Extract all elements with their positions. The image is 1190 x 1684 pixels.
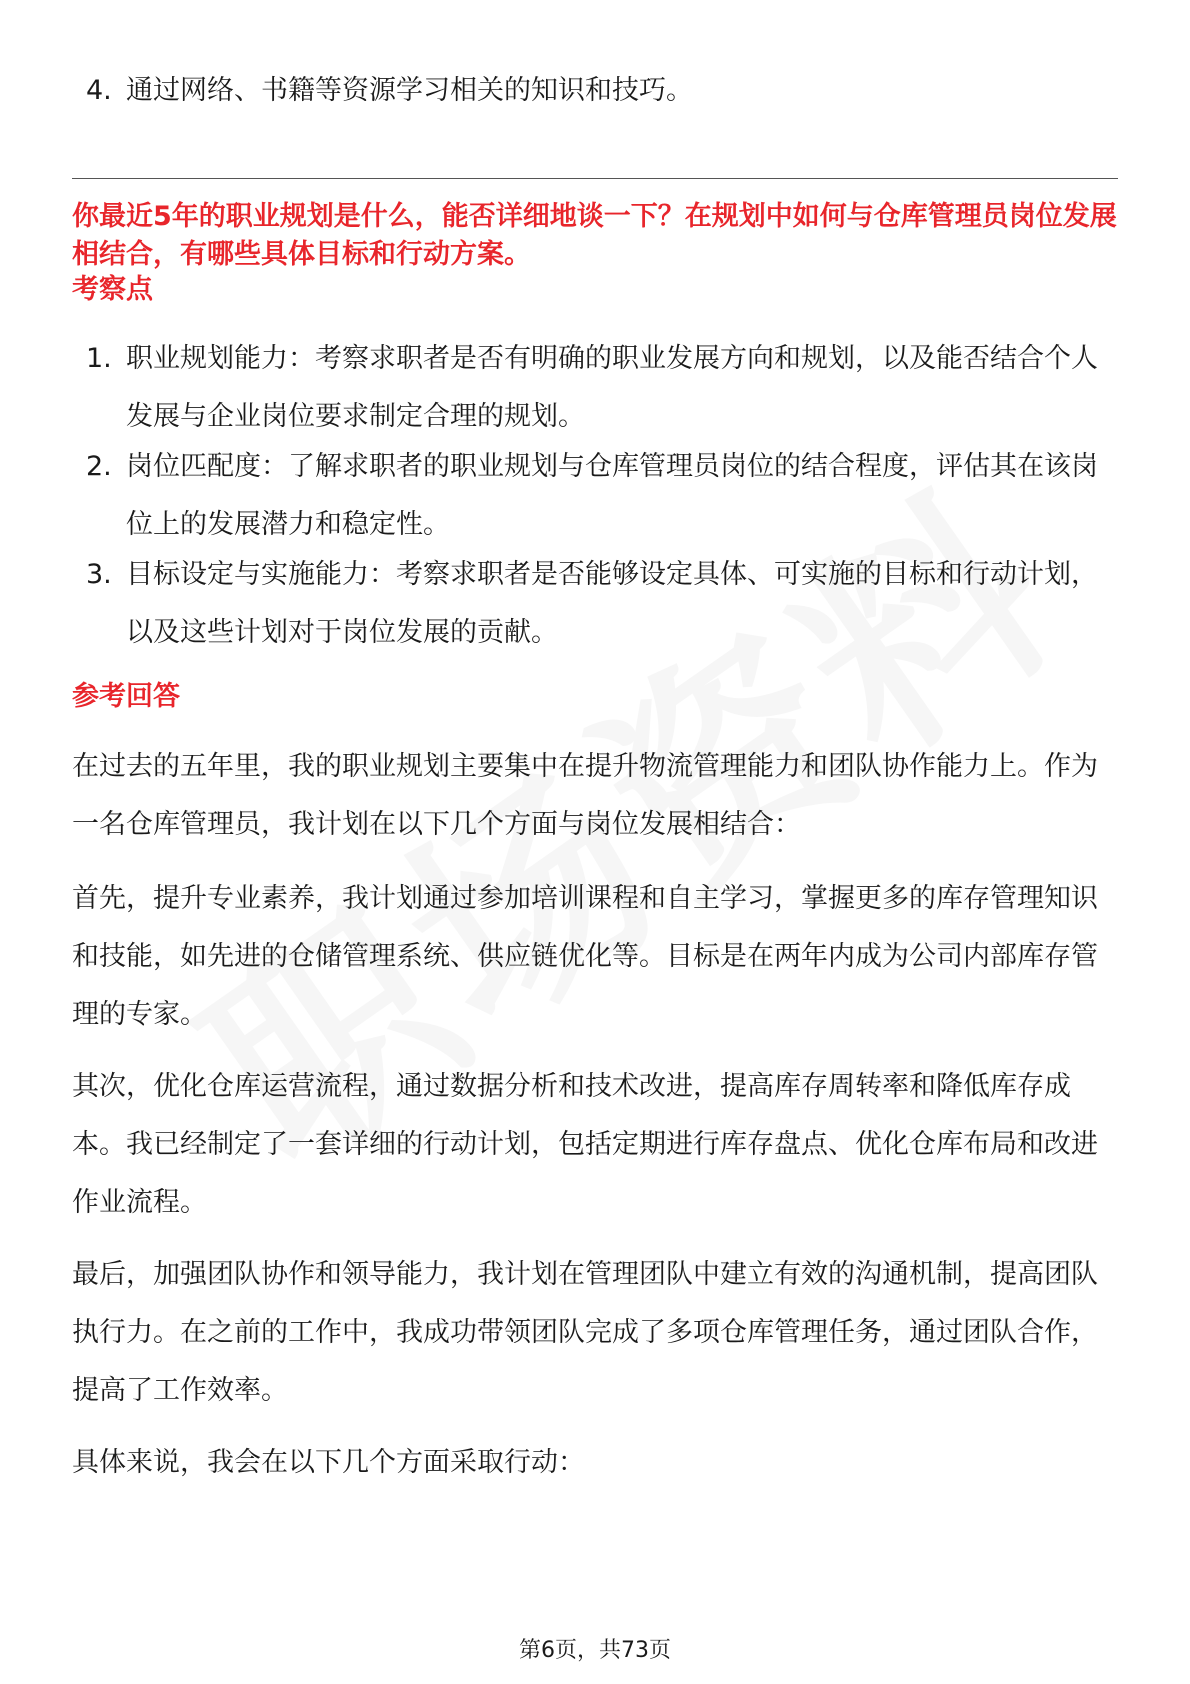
list-item-number: 1.	[86, 343, 112, 374]
list-item-text: 通过网络、书籍等资源学习相关的知识和技巧。	[126, 75, 693, 106]
answer-paragraph: 其次，优化仓库运营流程，通过数据分析和技术改进，提高库存周转率和降低库存成本。我已经制定了一套详细的行动计划，包括定期进行库存盘点、优化仓库布局和改进作业流程。	[72, 1071, 1098, 1218]
reference-answer-heading: 参考回答	[72, 681, 180, 712]
answer-paragraph: 在过去的五年里，我的职业规划主要集中在提升物流管理能力和团队协作能力上。作为一名仓库管理员，我计划在以下几个方面与岗位发展相结合：	[72, 751, 1098, 840]
list-item-text: 岗位匹配度：了解求职者的职业规划与仓库管理员岗位的结合程度，评估其在该岗位上的发展潜力和稳定性。	[126, 451, 1098, 540]
list-item	[86, 438, 1118, 554]
list-item	[86, 62, 1118, 120]
answer-paragraph: 具体来说，我会在以下几个方面采取行动：	[72, 1447, 585, 1478]
list-item	[86, 330, 1118, 446]
list-item-number: 3.	[86, 559, 112, 590]
interview-question: 你最近5年的职业规划是什么，能否详细地谈一下？在规划中如何与仓库管理员岗位发展相结合，有哪些具体目标和行动方案。	[72, 201, 1117, 270]
answer-paragraph: 首先，提升专业素养，我计划通过参加培训课程和自主学习，掌握更多的库存管理知识和技能，如先进的仓储管理系统、供应链优化等。目标是在两年内成为公司内部库存管理的专家。	[72, 883, 1098, 1030]
answer-paragraph: 最后，加强团队协作和领导能力，我计划在管理团队中建立有效的沟通机制，提高团队执行力。在之前的工作中，我成功带领团队完成了多项仓库管理任务，通过团队合作，提高了工作效率。	[72, 1259, 1098, 1406]
exam-points-heading: 考察点	[72, 274, 153, 305]
list-item-text: 目标设定与实施能力：考察求职者是否能够设定具体、可实施的目标和行动计划，以及这些计划对于岗位发展的贡献。	[126, 559, 1098, 648]
list-item-number: 4.	[86, 75, 112, 106]
list-item-number: 2.	[86, 451, 112, 482]
page-footer: 第6页，共73页	[519, 1638, 671, 1663]
section-divider	[72, 178, 1118, 179]
list-item-text: 职业规划能力：考察求职者是否有明确的职业发展方向和规划，以及能否结合个人发展与企业岗位要求制定合理的规划。	[126, 343, 1098, 432]
document-page	[72, 0, 1118, 1684]
list-item	[86, 546, 1118, 662]
